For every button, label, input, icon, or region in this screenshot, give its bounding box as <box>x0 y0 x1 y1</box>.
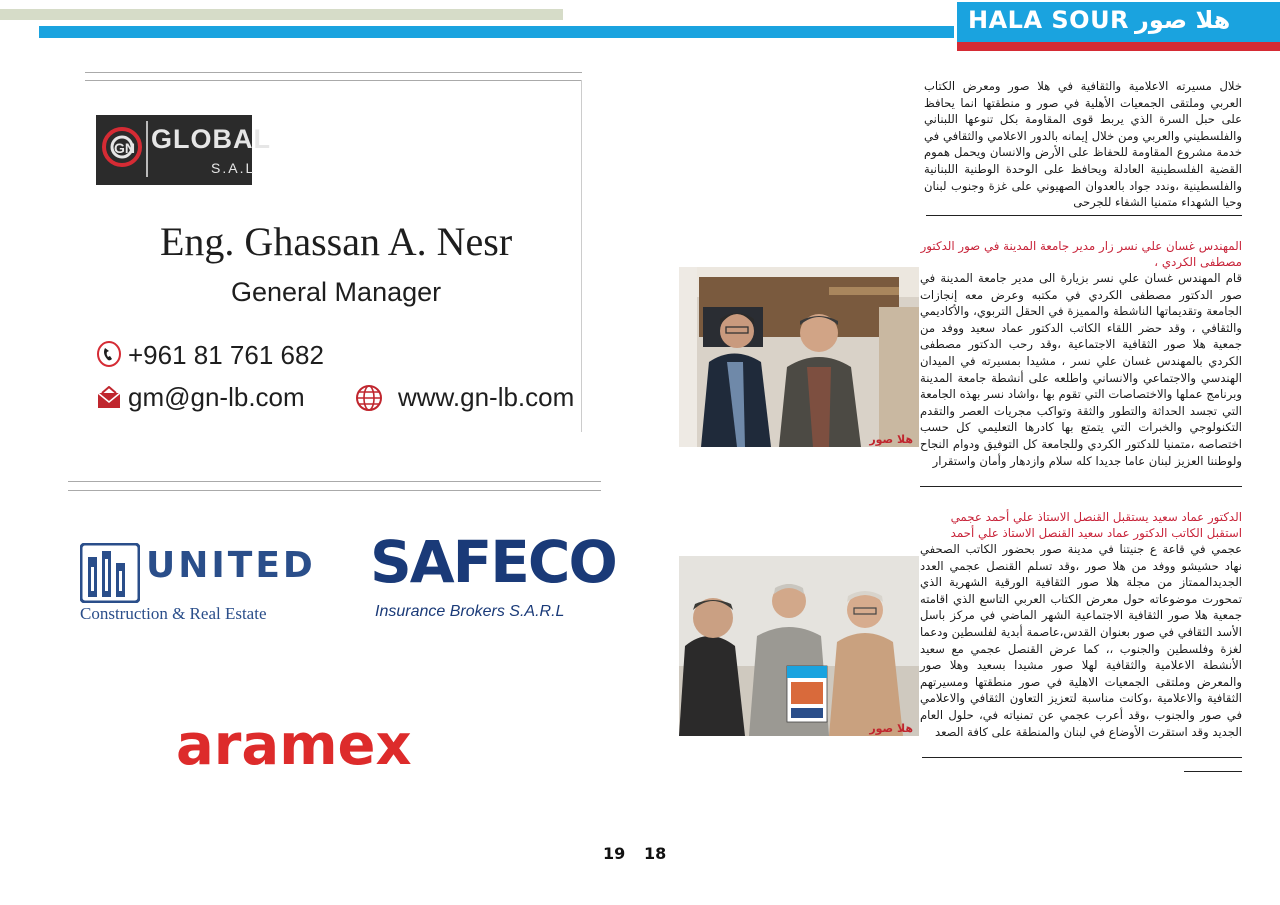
masthead-red-stripe <box>957 42 1280 51</box>
card-top-rule-2 <box>85 80 582 81</box>
mail-icon <box>96 386 122 410</box>
safeco-tagline: Insurance Brokers S.A.R.L <box>375 603 565 620</box>
section-rule <box>68 481 601 482</box>
phone-icon <box>96 341 122 367</box>
united-tagline: Construction & Real Estate <box>80 604 267 623</box>
header-blue-bar <box>39 26 954 38</box>
page-number-left: 19 <box>603 844 626 863</box>
header-gray-bar <box>0 9 563 20</box>
masthead-latin: HALA SOUR <box>968 6 1130 34</box>
globe-icon <box>355 384 383 412</box>
intro-paragraph: خلال مسيرته الاعلامية والثقافية في هلا صور ومعرض الكتاب العربي وملتقى الجمعيات الأهلية في صور و منطقتها انما يحافظ على حبل السرة الذي يربط قوى المقاومة بكل تنوعها اللبناني والفلسطيني والعربي ومن خلال إيمانه بالدور الاعلامي والثقافي في خدمة مشروع المقاومة للحفاظ على الأرض والانسان ويحمل هموم القضية الفلسطينية العادلة ويحافظ على الوحدة الوطنية اللبنانية والفلسطينية ،وندد جواد بالعدوان الصهيوني على غزة وجنوب لبنان وحيا الشهداء متمنيا الشفاء للجرحى <box>924 79 1242 210</box>
article-1-photo <box>679 267 919 447</box>
article-divider <box>926 215 1242 216</box>
article-end-rule <box>1184 771 1242 772</box>
safeco-logo-text: SAFECO <box>370 528 616 596</box>
card-website: www.gn-lb.com <box>398 382 575 412</box>
article-1-headline: المهندس غسان علي نسر زار مدير جامعة المدينة في صور الدكتور مصطفى الكردي ، <box>920 239 1242 269</box>
section-rule-2 <box>68 490 601 491</box>
card-top-rule <box>85 72 582 73</box>
page-number-right: 18 <box>644 844 667 863</box>
card-person-name: Eng. Ghassan A. Nesr <box>160 219 513 264</box>
united-logo-text: UNITED <box>146 545 316 586</box>
united-logo-icon <box>80 543 140 603</box>
card-phone: +961 81 761 682 <box>128 340 324 370</box>
global-logo-divider <box>146 121 148 177</box>
card-right-border <box>581 80 582 432</box>
aramex-logo-text: aramex <box>176 713 412 778</box>
card-email: gm@gn-lb.com <box>128 382 305 412</box>
photo-watermark-2: هلا صور <box>869 722 913 735</box>
article-1-body: قام المهندس غسان علي نسر بزيارة الى مدير جامعة المدينة في صور الدكتور مصطفى الكردي في مكتبه وعرض معه إنجازات الجامعة وتقديماتها الناشطة والمميزة في الحقل التربوي، والأكاديمي والثقافي ، وقد حضر اللقاء الكاتب الدكتور عماد سعيد ووفد من جمعية هلا صور الثقافية الاجتماعية ،وقد رحب الدكتور مصطفى الكردي بالمهندس غسان علي نسر ، مشيدا بمسيرته في الميدان الهندسي والاجتماعي والانساني واطلعه على أنشطة جامعة المدينة وبرنامج عملها والاختصاصات التي تقوم بها ،واشاد نسر بهذه الجامعة التي تجسد الحداثة والتطور والثقة وتواكب مجريات العصر والتقدم التكنولوجي والخبرات التي يتمتع بها كادرها التعليمي كل حسب اختصاصه ،متمنيا للدكتور الكردي وللجامعة كل التوفيق ودوام النجاح ولوطننا العزيز لبنان عاما جديدا كله سلام وازدهار وأمان واستقرار <box>920 271 1242 468</box>
card-person-role: General Manager <box>231 277 442 307</box>
global-logo-subtitle: S.A.L <box>211 160 256 176</box>
article-2-photo <box>679 556 919 736</box>
global-logo-title: GLOBAL <box>151 124 271 154</box>
article-2-headline: الدكتور عماد سعيد يستقبل القنصل الاستاذ علي أحمد عجمي استقبل الكاتب الدكتور عماد سعيد القنصل الاستاذ علي أحمد <box>950 510 1242 540</box>
svg-text:GN: GN <box>114 140 135 156</box>
masthead-title <box>968 6 1230 34</box>
article-divider-2 <box>920 486 1242 487</box>
article-divider-3 <box>922 757 1242 758</box>
photo-watermark: هلا صور <box>869 433 913 446</box>
article-2-body: عجمي في قاعة ع جنيتنا في مدينة صور بحضور الكاتب الصحفي نهاد حشيشو ووفد من هلا صور ،وقد تسلم القنصل عجمي العدد الجديدالممتاز من مجلة هلا صور الثقافية الورقية الشهرية الذي تمحورت موضوعاته حول معرض الكتاب العربي التاسع الذي اقامته جمعية هلا صور الثقافية الاجتماعية الشهر الماضي في مركز باسل الأسد الثقافي في صور بعنوان القدس،عاصمة أبدية لفلسطين ودعما لغزة وفلسطين والجنوب ،، كما عرض القنصل عجمي مع سعيد الأنشطة الاعلامية والثقافية لهلا صور مشيدا بسعيد وهلا صور والمعرض وملتقى الجمعيات الاهلية في صور منطقتها ومسيرتهم الثقافية والاعلامية ،وكانت مناسبة لتعزيز التعاون الثقافي والاعلامي في صور والجنوب ،وقد أعرب عجمي عن تمنياته في، حلول العام الجديد وقد استقرت الأوضاع في لبنان والمنطقة على كافة الصعد <box>920 542 1242 739</box>
masthead-arabic: هلا صور <box>1135 6 1231 34</box>
global-emblem-icon <box>101 122 143 172</box>
